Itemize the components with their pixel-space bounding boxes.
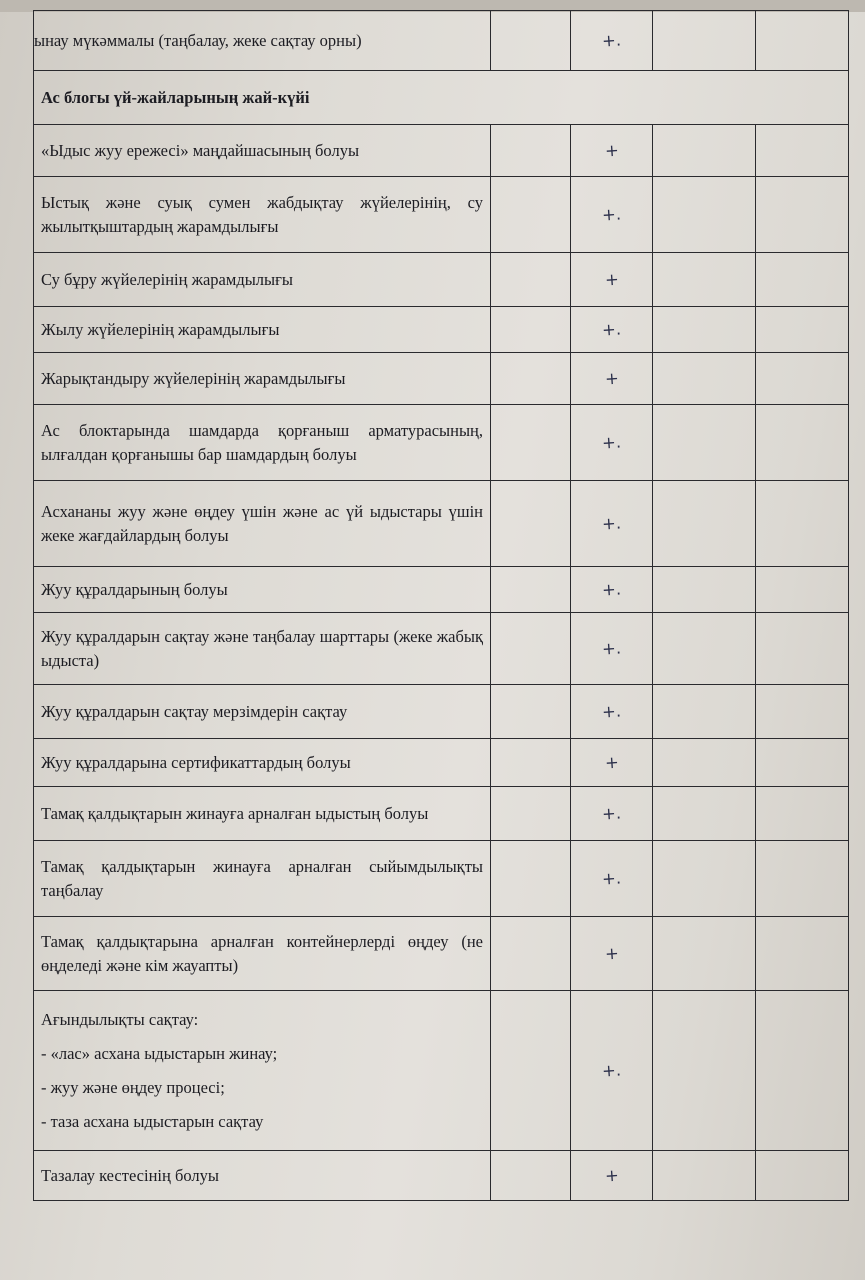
check-mark: +. — [571, 685, 653, 739]
empty-cell — [491, 353, 571, 405]
empty-cell — [491, 177, 571, 253]
table-row — [34, 125, 849, 177]
empty-cell — [653, 787, 756, 841]
empty-cell — [491, 125, 571, 177]
empty-cell — [653, 177, 756, 253]
table-row — [34, 405, 849, 481]
empty-cell — [756, 125, 849, 177]
empty-cell — [756, 253, 849, 307]
table-row — [34, 353, 849, 405]
check-mark: + — [571, 739, 653, 787]
flow-line: Ағындылықты сақтау: — [41, 1009, 199, 1029]
empty-cell — [491, 991, 571, 1151]
flow-row-label — [34, 991, 491, 1151]
check-mark: +. — [571, 613, 653, 685]
empty-cell — [653, 739, 756, 787]
table-row — [34, 1151, 849, 1201]
empty-cell — [756, 307, 849, 353]
row-label: Жылу жүйелерінің жарамдылығы — [34, 307, 491, 353]
empty-cell — [491, 253, 571, 307]
inspection-table — [33, 10, 849, 1201]
table-row — [34, 685, 849, 739]
check-mark: +. — [571, 481, 653, 567]
empty-cell — [653, 405, 756, 481]
check-mark: +. — [571, 567, 653, 613]
table-row — [34, 841, 849, 917]
table-row — [34, 613, 849, 685]
empty-cell — [491, 1151, 571, 1201]
flow-line: - жуу және өңдеу процесі; — [41, 1077, 225, 1097]
check-mark: + — [571, 353, 653, 405]
row-label: Ас блоктарында шамдарда қорғаныш арматурасының, ылғалдан қорғанышы бар шамдардың болуы — [34, 405, 491, 481]
empty-cell — [491, 613, 571, 685]
table-row — [34, 739, 849, 787]
section-row — [34, 71, 849, 125]
table-row — [34, 567, 849, 613]
empty-cell — [756, 841, 849, 917]
check-mark: +. — [571, 177, 653, 253]
empty-cell — [653, 567, 756, 613]
check-mark: +. — [571, 991, 653, 1151]
table-row — [34, 253, 849, 307]
empty-cell — [756, 567, 849, 613]
check-mark: +. — [571, 787, 653, 841]
empty-cell — [491, 307, 571, 353]
empty-cell — [756, 917, 849, 991]
empty-cell — [491, 685, 571, 739]
table-row — [34, 11, 849, 71]
row-label: Тазалау кестесінің болуы — [34, 1151, 491, 1201]
empty-cell — [756, 991, 849, 1151]
empty-cell — [491, 405, 571, 481]
empty-cell — [756, 685, 849, 739]
table-row — [34, 177, 849, 253]
empty-cell — [491, 787, 571, 841]
empty-cell — [653, 841, 756, 917]
check-mark: +. — [571, 307, 653, 353]
row-label: «Ыдыс жуу ережесі» маңдайшасының болуы — [34, 125, 491, 177]
check-mark: + — [571, 253, 653, 307]
empty-cell — [756, 739, 849, 787]
empty-cell — [653, 1151, 756, 1201]
section-title: Ас блогы үй-жайларының жай-күйі — [34, 71, 849, 125]
check-mark: +. — [571, 11, 653, 71]
check-mark: +. — [571, 841, 653, 917]
empty-cell — [756, 177, 849, 253]
empty-cell — [653, 253, 756, 307]
empty-cell — [756, 353, 849, 405]
empty-cell — [653, 917, 756, 991]
row-label: Жуу құралдарын сақтау мерзімдерін сақтау — [34, 685, 491, 739]
check-mark: + — [571, 125, 653, 177]
check-mark: + — [571, 917, 653, 991]
row-label: ынау мүкәммалы (таңбалау, жеке сақтау орны) — [34, 11, 491, 71]
row-label: Асхананы жуу және өңдеу үшін және ас үй ыдыстары үшін жеке жағдайлардың болуы — [34, 481, 491, 567]
empty-cell — [653, 307, 756, 353]
empty-cell — [491, 739, 571, 787]
empty-cell — [491, 11, 571, 71]
empty-cell — [756, 481, 849, 567]
row-label: Тамақ қалдықтарына арналған контейнерлерді өңдеу (не өңделеді және кім жауапты) — [34, 917, 491, 991]
empty-cell — [756, 405, 849, 481]
empty-cell — [756, 787, 849, 841]
row-label: Жарықтандыру жүйелерінің жарамдылығы — [34, 353, 491, 405]
row-label: Тамақ қалдықтарын жинауға арналған ыдыстың болуы — [34, 787, 491, 841]
table-row — [34, 481, 849, 567]
row-label: Су бұру жүйелерінің жарамдылығы — [34, 253, 491, 307]
row-label: Тамақ қалдықтарын жинауға арналған сыйымдылықты таңбалау — [34, 841, 491, 917]
table-row — [34, 917, 849, 991]
table-row — [34, 307, 849, 353]
table-row — [34, 991, 849, 1151]
empty-cell — [756, 11, 849, 71]
row-label: Ыстық және суық сумен жабдықтау жүйелерінің, су жылытқыштардың жарамдылығы — [34, 177, 491, 253]
empty-cell — [756, 1151, 849, 1201]
flow-line: - «лас» асхана ыдыстарын жинау; — [41, 1043, 278, 1063]
empty-cell — [653, 125, 756, 177]
empty-cell — [653, 685, 756, 739]
table-row — [34, 787, 849, 841]
flow-line: - таза асхана ыдыстарын сақтау — [41, 1111, 264, 1131]
empty-cell — [756, 613, 849, 685]
empty-cell — [653, 353, 756, 405]
empty-cell — [653, 481, 756, 567]
check-mark: +. — [571, 405, 653, 481]
empty-cell — [491, 841, 571, 917]
empty-cell — [491, 917, 571, 991]
empty-cell — [491, 481, 571, 567]
empty-cell — [653, 613, 756, 685]
row-label: Жуу құралдарының болуы — [34, 567, 491, 613]
check-mark: + — [571, 1151, 653, 1201]
row-label: Жуу құралдарына сертификаттардың болуы — [34, 739, 491, 787]
empty-cell — [491, 567, 571, 613]
row-label: Жуу құралдарын сақтау және таңбалау шарттары (жеке жабық ыдыста) — [34, 613, 491, 685]
empty-cell — [653, 991, 756, 1151]
empty-cell — [653, 11, 756, 71]
